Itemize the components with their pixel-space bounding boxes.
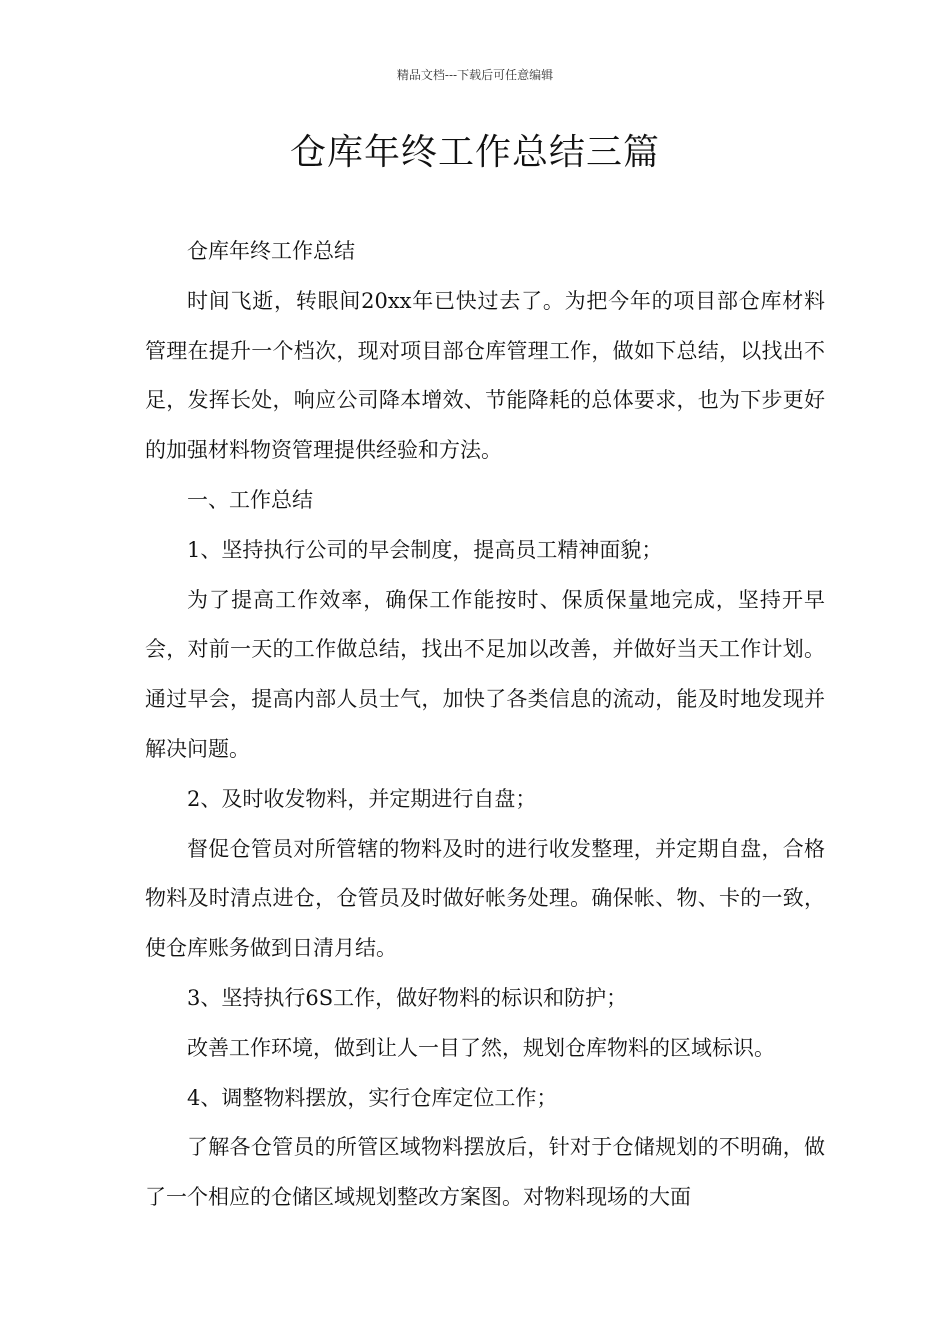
document-title: 仓库年终工作总结三篇 [289,132,660,173]
intro-paragraph: 时间飞逝，转眼间20xx年已快过去了。为把今年的项目部仓库材料管理在提升一个档次，现对项目部仓库管理工作，做如下总结，以找出不足，发挥长处，响应公司降本增效、节能降耗的总体要求，也为下步更好的加强材料物资管理提供经验和方法。 [145,288,825,463]
page-header-note: 精品文档---下载后可任意编辑 [396,68,554,82]
item-heading: 1、坚持执行公司的早会制度，提高员工精神面貌； [187,537,663,562]
body-paragraph: 改善工作环境，做到让人一目了然，规划仓库物料的区域标识。 [187,1035,775,1060]
body-paragraph: 督促仓管员对所管辖的物料及时的进行收发整理，并定期自盘，合格物料及时清点进仓，仓管员及时做好帐务处理。确保帐、物、卡的一致，使仓库账务做到日清月结。 [145,836,825,961]
section-heading: 仓库年终工作总结 [187,239,355,263]
body-paragraph: 了解各仓管员的所管区域物料摆放后，针对于仓储规划的不明确，做了一个相应的仓储区域规划整改方案图。对物料现场的大面 [145,1135,825,1210]
item-heading: 4、调整物料摆放，实行仓库定位工作； [187,1085,558,1110]
item-heading: 2、及时收发物料，并定期进行自盘； [187,786,537,811]
document-body [145,227,825,1223]
item-heading: 3、坚持执行6S工作，做好物料的标识和防护； [187,985,628,1010]
body-paragraph: 为了提高工作效率，确保工作能按时、保质保量地完成，坚持开早会，对前一天的工作做总结，找出不足加以改善，并做好当天工作计划。通过早会，提高内部人员士气，加快了各类信息的流动，能及时地发现并解决问题。 [145,587,825,761]
section-heading: 一、工作总结 [187,487,313,512]
